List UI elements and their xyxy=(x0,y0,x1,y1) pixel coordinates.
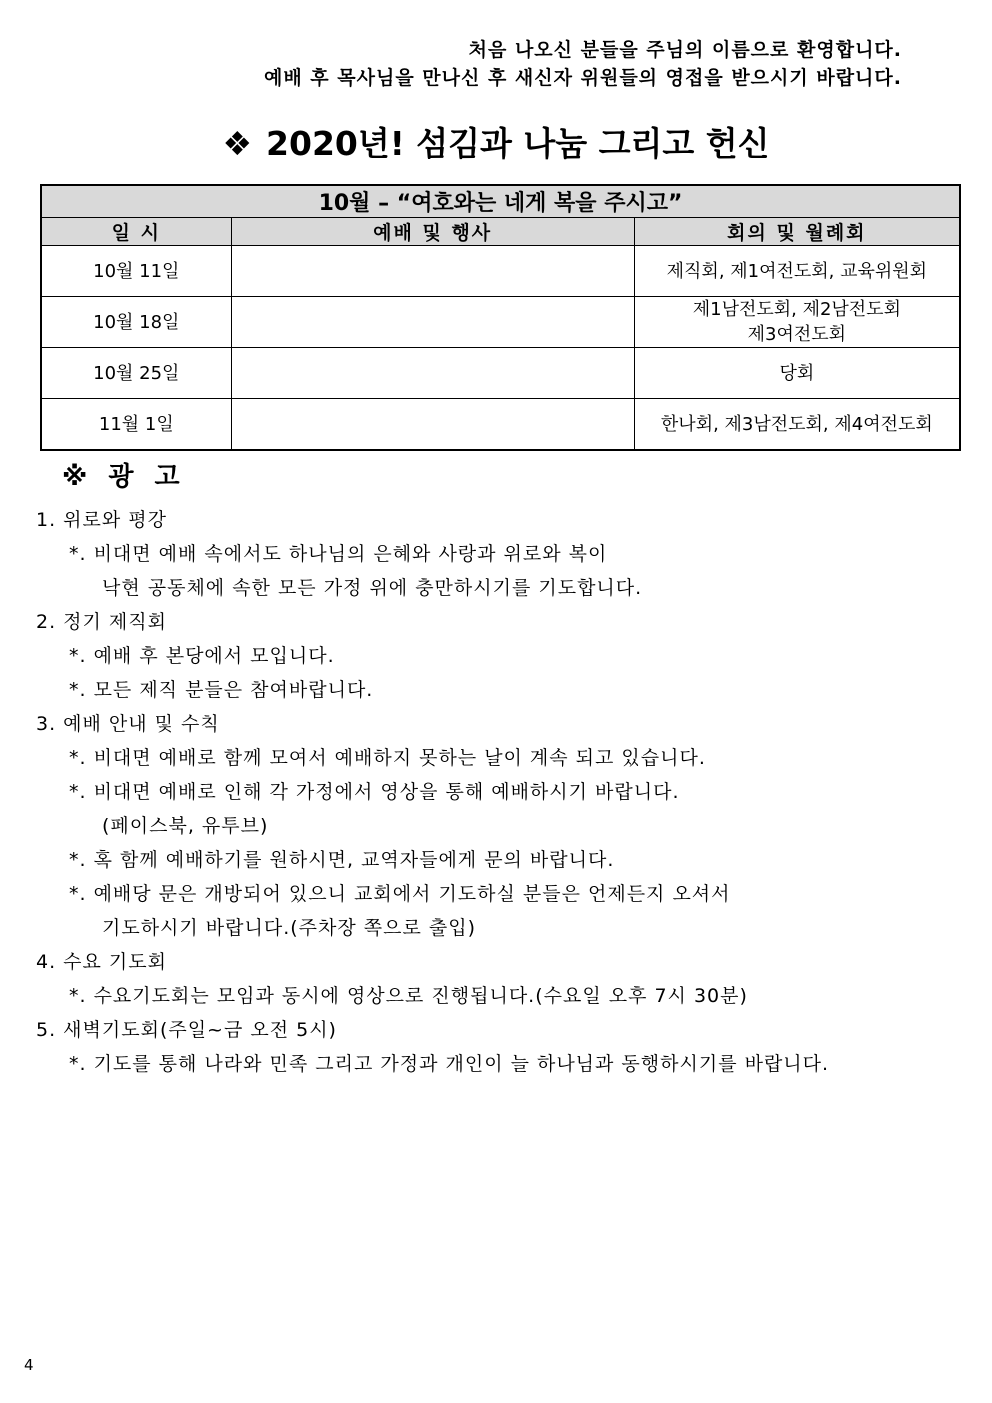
announcement-line: *. 모든 제직 분들은 참여바랍니다. xyxy=(69,679,374,701)
column-header-date: 일 시 xyxy=(41,218,231,246)
announcement-line-continued: (페이스북, 유투브) xyxy=(102,815,269,837)
date-cell: 11월 1일 xyxy=(41,399,231,451)
page-number: 4 xyxy=(24,1356,34,1374)
announcement-item xyxy=(36,945,966,1013)
event-cell xyxy=(231,297,634,348)
column-header-events: 예배 및 행사 xyxy=(231,218,634,246)
announcement-line: *. 비대면 예배로 인해 각 가정에서 영상을 통해 예배하시기 바랍니다. xyxy=(69,781,680,803)
event-cell xyxy=(231,399,634,451)
announcement-item xyxy=(36,605,966,707)
meeting-line: 당회 xyxy=(779,362,815,384)
announcements-list xyxy=(36,503,966,1081)
meeting-cell xyxy=(634,348,960,399)
announcement-line: *. 혹 함께 예배하기를 원하시면, 교역자들에게 문의 바랍니다. xyxy=(69,849,615,871)
announcement-title: 1. 위로와 평강 xyxy=(36,509,167,531)
table-row xyxy=(41,297,960,348)
event-cell xyxy=(231,348,634,399)
date-cell: 10월 25일 xyxy=(41,348,231,399)
meeting-line: 한나회, 제3남전도회, 제4여전도회 xyxy=(660,413,933,435)
date-cell: 10월 11일 xyxy=(41,246,231,297)
event-cell xyxy=(231,246,634,297)
page-title xyxy=(0,118,992,165)
diamond-icon: ❖ xyxy=(222,124,253,163)
meeting-line: 제1남전도회, 제2남전도회 xyxy=(692,299,901,320)
announcement-title: 5. 새벽기도회(주일~금 오전 5시) xyxy=(36,1019,337,1041)
date-cell: 10월 18일 xyxy=(41,297,231,348)
meeting-cell xyxy=(634,246,960,297)
meeting-line: 제3여전도회 xyxy=(747,324,847,345)
announcement-item xyxy=(36,503,966,605)
table-row xyxy=(41,246,960,297)
announcement-line: *. 비대면 예배로 함께 모여서 예배하지 못하는 날이 계속 되고 있습니다. xyxy=(69,747,706,769)
announcement-line: *. 예배당 문은 개방되어 있으니 교회에서 기도하실 분들은 언제든지 오셔서 xyxy=(69,883,731,905)
column-header-meetings: 회의 및 월례회 xyxy=(634,218,960,246)
announcement-title: 2. 정기 제직회 xyxy=(36,611,167,633)
announcement-title: 3. 예배 안내 및 수칙 xyxy=(36,713,220,735)
announcement-line: *. 예배 후 본당에서 모입니다. xyxy=(69,645,335,667)
announcement-line: *. 수요기도회는 모임과 동시에 영상으로 진행됩니다.(수요일 오후 7시 30분) xyxy=(69,985,748,1007)
page-title-text: 2020년! 섬김과 나눔 그리고 헌신 xyxy=(266,124,770,163)
table-row xyxy=(41,348,960,399)
announcement-line: *. 기도를 통해 나라와 민족 그리고 가정과 개인이 늘 하나님과 동행하시기를 바랍니다. xyxy=(69,1053,830,1075)
announcement-title: 4. 수요 기도회 xyxy=(36,951,167,973)
announcement-item xyxy=(36,1013,966,1081)
meeting-line: 제직회, 제1여전도회, 교육위원회 xyxy=(666,260,928,282)
schedule-table xyxy=(40,184,961,451)
welcome-line-2: 예배 후 목사님을 만나신 후 새신자 위원들의 영접을 받으시기 바랍니다. xyxy=(263,67,902,89)
welcome-message xyxy=(264,36,902,92)
announcement-line-continued: 낙현 공동체에 속한 모든 가정 위에 충만하시기를 기도합니다. xyxy=(102,577,643,599)
announcements-heading: ※ 광 고 xyxy=(62,462,186,492)
meeting-cell xyxy=(634,399,960,451)
welcome-line-1: 처음 나오신 분들을 주님의 이름으로 환영합니다. xyxy=(468,39,902,61)
meeting-cell xyxy=(634,297,960,348)
announcement-item xyxy=(36,707,966,945)
table-row xyxy=(41,399,960,451)
announcement-line: *. 비대면 예배 속에서도 하나님의 은혜와 사랑과 위로와 복이 xyxy=(69,543,608,565)
schedule-theme: 10월 – “여호와는 네게 복을 주시고” xyxy=(41,185,960,218)
announcement-line-continued: 기도하시기 바랍니다.(주차장 쪽으로 출입) xyxy=(102,917,477,939)
